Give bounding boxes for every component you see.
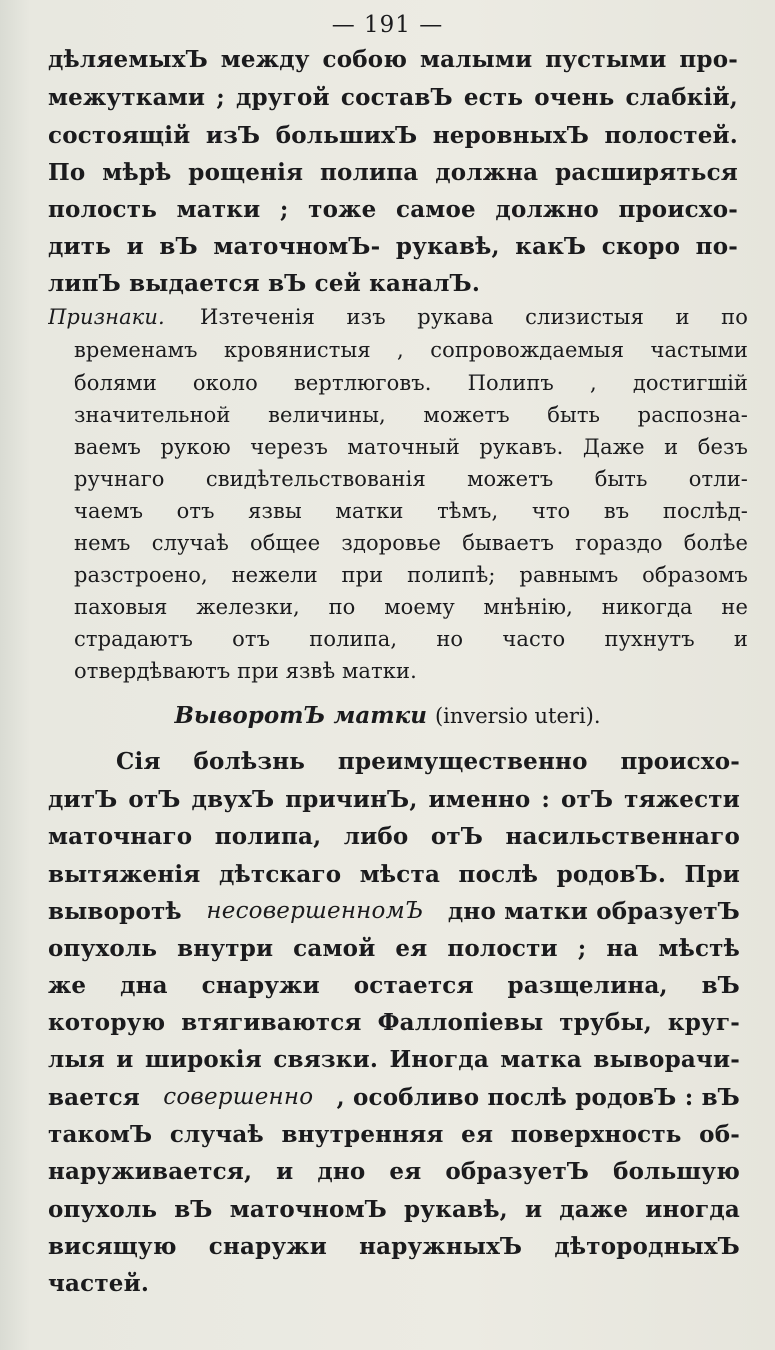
text-fragment: выворотѣ bbox=[48, 898, 182, 925]
text-line: дѣляемыхЪ между собою малыми пустыми про- bbox=[48, 46, 738, 73]
text-line: которую втягиваются Фаллопіевы трубы, круг- bbox=[48, 1009, 740, 1036]
text-line: частей. bbox=[48, 1270, 150, 1297]
text-line: дить и вЪ маточномЪ- рукавѣ, какЪ скоро по- bbox=[48, 233, 738, 260]
text-line: Сія болѣзнь преимущественно происхо- bbox=[116, 748, 740, 775]
text-line: висящую снаружи наружныхЪ дѣтородныхЪ bbox=[48, 1233, 740, 1260]
text-line: временамъ кровянистыя , сопровождаемыя частыми bbox=[74, 338, 748, 362]
text-line: полость матки ; тоже самое должно происхо- bbox=[48, 196, 738, 223]
text-line: страдаютъ отъ полипа, но часто пухнутъ и bbox=[74, 627, 748, 651]
text-line: значительной величины, можетъ быть распозна- bbox=[74, 403, 748, 427]
text-line: чаемъ отъ язвы матки тѣмъ, что въ послѣд- bbox=[74, 499, 748, 523]
signs-label: Признаки. bbox=[48, 305, 165, 329]
text-line: ваемъ рукою черезъ маточный рукавъ. Даже и безъ bbox=[74, 435, 748, 459]
text-fragment: дно матки образуетЪ bbox=[447, 898, 740, 925]
text-line: состоящій изЪ большихЪ неровныхЪ полостей. bbox=[48, 122, 738, 149]
signs-first-text: Изтеченія изъ рукава слизистыя и по bbox=[200, 305, 748, 329]
text-line-mixed bbox=[48, 898, 740, 925]
text-fragment: , особливо послѣ родовЪ : вЪ bbox=[336, 1084, 740, 1111]
text-line: такомЪ случаѣ внутренняя ея поверхность об- bbox=[48, 1121, 740, 1148]
signs-first-line bbox=[48, 305, 748, 329]
text-line: опухоль вЪ маточномЪ рукавѣ, и даже иногда bbox=[48, 1196, 740, 1223]
text-line: наруживается, и дно ея образуетЪ большую bbox=[48, 1158, 740, 1185]
text-line: липЪ выдается вЪ сей каналЪ. bbox=[48, 270, 481, 297]
section-heading bbox=[0, 702, 775, 729]
text-line: По мѣрѣ рощенія полипа должна расширяться bbox=[48, 159, 738, 186]
text-line: межутками ; другой составЪ есть очень слабкій, bbox=[48, 84, 738, 111]
text-line: вытяженія дѣтскаго мѣста послѣ родовЪ. При bbox=[48, 861, 740, 888]
heading-latin: (inversio uteri). bbox=[434, 704, 601, 728]
text-line: ручнаго свидѣтельствованія можетъ быть отли- bbox=[74, 467, 748, 491]
text-line: разстроено, нежели при полипѣ; равнымъ образомъ bbox=[74, 563, 748, 587]
text-line: дитЪ отЪ двухЪ причинЪ, именно : отЪ тяжести bbox=[48, 786, 740, 813]
text-line-mixed bbox=[48, 1084, 740, 1111]
text-line: болями около вертлюговъ. Полипъ , достигшій bbox=[74, 371, 748, 395]
text-line: немъ случаѣ общее здоровье бываетъ гораздо болѣе bbox=[74, 531, 748, 555]
heading-title: ВыворотЪ матки bbox=[174, 702, 427, 729]
text-line: паховыя железки, по моему мнѣнію, никогда не bbox=[74, 595, 748, 619]
text-line: отвердѣваютъ при язвѣ матки. bbox=[74, 659, 417, 683]
italic-term: совершенно bbox=[163, 1084, 314, 1110]
page-number: — 191 — bbox=[331, 12, 444, 38]
text-fragment: вается bbox=[48, 1084, 140, 1111]
text-line: маточнаго полипа, либо отЪ насильственнаго bbox=[48, 823, 740, 850]
text-line: опухоль внутри самой ея полости ; на мѣстѣ bbox=[48, 935, 740, 962]
italic-term: несовершенномЪ bbox=[206, 898, 424, 924]
text-line: же дна снаружи остается разщелина, вЪ bbox=[48, 972, 740, 999]
text-line: лыя и широкія связки. Иногда матка выворачи- bbox=[48, 1046, 740, 1073]
